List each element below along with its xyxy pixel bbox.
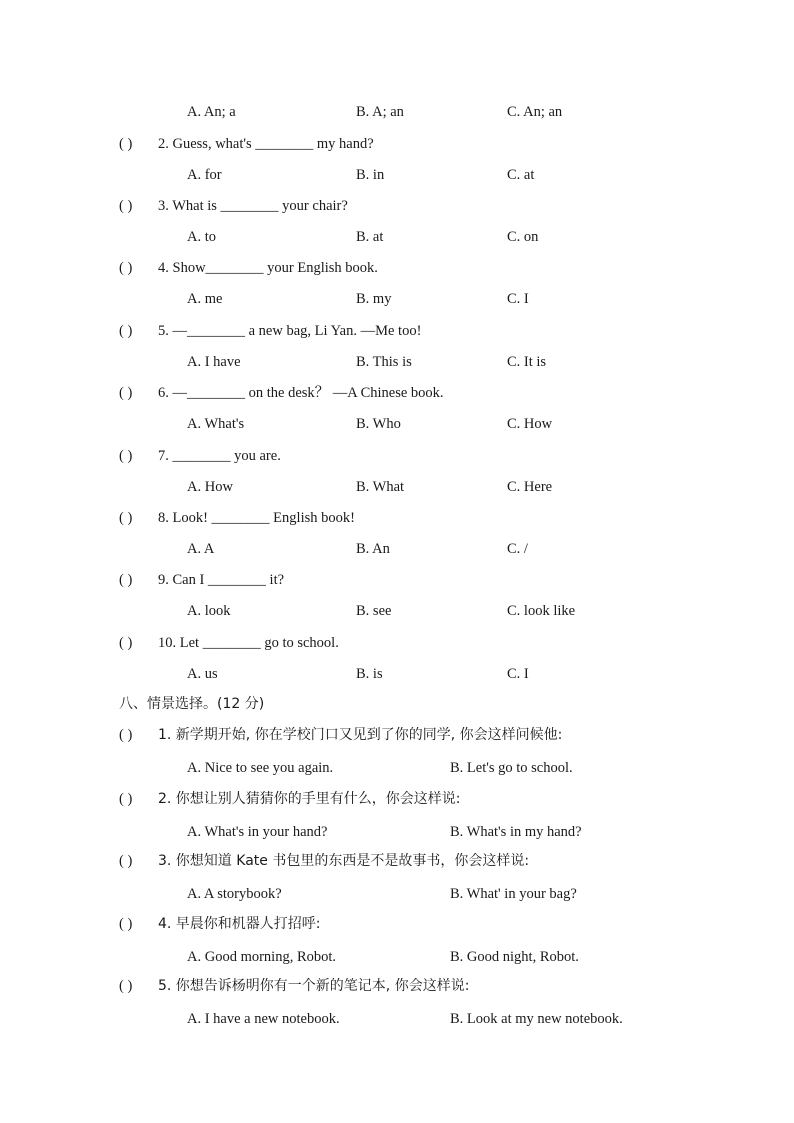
answer-blank[interactable]: ( ) [119, 853, 133, 869]
option-c[interactable]: C. / [507, 541, 528, 557]
question-text: 9. Can I ________ it? [158, 572, 285, 588]
option-a[interactable]: A. to [187, 229, 216, 245]
question-text: 3. What is ________ your chair? [158, 198, 348, 214]
option-c[interactable]: C. on [507, 229, 539, 245]
option-a[interactable]: A. What's [187, 416, 245, 432]
option-a[interactable]: A. A storybook? [187, 886, 282, 902]
question-text: 6. —________ on the desk？ —A Chinese book. [158, 385, 444, 401]
option-c[interactable]: C. at [507, 167, 535, 183]
answer-blank[interactable]: ( ) [119, 260, 133, 276]
option-b[interactable]: B. What's in my hand? [450, 824, 582, 840]
answer-blank[interactable]: ( ) [119, 635, 133, 651]
option-b[interactable]: B. at [356, 229, 384, 245]
scenario-text: 5. 你想告诉杨明你有一个新的笔记本, 你会这样说: [158, 978, 470, 994]
answer-blank[interactable]: ( ) [119, 791, 133, 807]
option-b[interactable]: B. is [356, 666, 383, 682]
answer-blank[interactable]: ( ) [119, 448, 133, 464]
answer-blank[interactable]: ( ) [119, 385, 133, 401]
answer-blank[interactable]: ( ) [119, 510, 133, 526]
answer-blank[interactable]: ( ) [119, 136, 133, 152]
answer-blank[interactable]: ( ) [119, 323, 133, 339]
question-text: 10. Let ________ go to school. [158, 635, 339, 651]
option-a[interactable]: A. us [187, 666, 218, 682]
option-b[interactable]: B. Who [356, 416, 401, 432]
scenario-text: 2. 你想让别人猜猜你的手里有什么，你会这样说: [158, 791, 461, 807]
section8-heading: 八、情景选择。(12 分) [119, 696, 265, 712]
option-a[interactable]: A. for [187, 167, 222, 183]
answer-blank[interactable]: ( ) [119, 198, 133, 214]
option-c[interactable]: C. look like [507, 603, 576, 619]
option-b[interactable]: B. An [356, 541, 390, 557]
option-b[interactable]: B. Look at my new notebook. [450, 1011, 623, 1027]
question-text: 7. ________ you are. [158, 448, 281, 464]
option-b[interactable]: B. in [356, 167, 385, 183]
option-b[interactable]: B. What [356, 479, 405, 495]
option-b[interactable]: B. This is [356, 354, 412, 370]
option-a[interactable]: A. Good morning, Robot. [187, 949, 337, 965]
question-text: 5. —________ a new bag, Li Yan. —Me too! [158, 323, 422, 339]
option-a[interactable]: A. A [187, 541, 215, 557]
option-b[interactable]: B. see [356, 603, 392, 619]
option-c[interactable]: C. I [507, 666, 529, 682]
option-c[interactable]: C. It is [507, 354, 547, 370]
option-a[interactable]: A. Nice to see you again. [187, 760, 334, 776]
option-a[interactable]: A. How [187, 479, 233, 495]
answer-blank[interactable]: ( ) [119, 916, 133, 932]
option-c[interactable]: C. An; an [507, 104, 563, 120]
scenario-text: 3. 你想知道 Kate 书包里的东西是不是故事书，你会这样说: [158, 853, 530, 869]
answer-blank[interactable]: ( ) [119, 978, 133, 994]
option-c[interactable]: C. I [507, 291, 529, 307]
option-a[interactable]: A. An; a [187, 104, 236, 120]
scenario-text: 4. 早晨你和机器人打招呼: [158, 916, 321, 932]
option-a[interactable]: A. look [187, 603, 231, 619]
option-b[interactable]: B. What' in your bag? [450, 886, 577, 902]
question-text: 8. Look! ________ English book! [158, 510, 355, 526]
option-a[interactable]: A. I have [187, 354, 241, 370]
option-a[interactable]: A. What's in your hand? [187, 824, 328, 840]
option-b[interactable]: B. A; an [356, 104, 404, 120]
option-b[interactable]: B. Let's go to school. [450, 760, 573, 776]
question-text: 4. Show________ your English book. [158, 260, 378, 276]
option-a[interactable]: A. me [187, 291, 223, 307]
option-b[interactable]: B. my [356, 291, 392, 307]
question-text: 2. Guess, what's ________ my hand? [158, 136, 374, 152]
answer-blank[interactable]: ( ) [119, 572, 133, 588]
option-c[interactable]: C. Here [507, 479, 553, 495]
option-a[interactable]: A. I have a new notebook. [187, 1011, 340, 1027]
scenario-text: 1. 新学期开始, 你在学校门口又见到了你的同学, 你会这样问候他: [158, 727, 563, 743]
option-b[interactable]: B. Good night, Robot. [450, 949, 579, 965]
answer-blank[interactable]: ( ) [119, 727, 133, 743]
option-c[interactable]: C. How [507, 416, 553, 432]
